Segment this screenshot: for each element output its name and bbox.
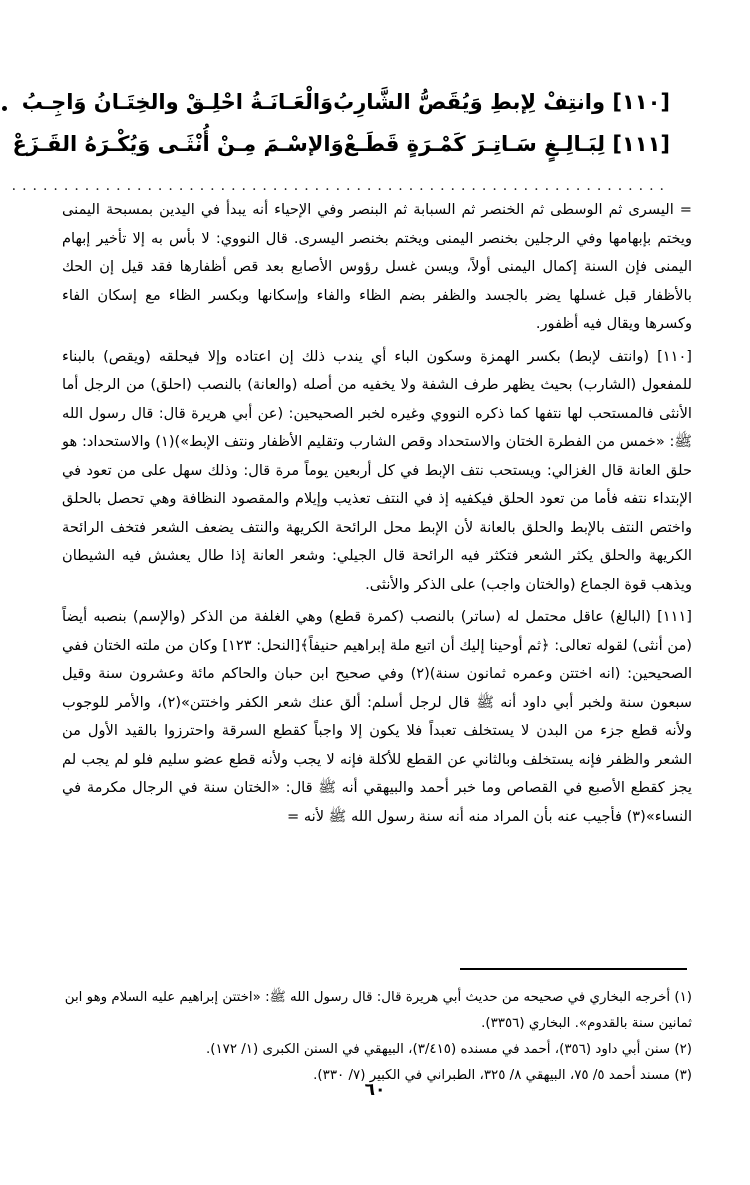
margin-dot <box>2 106 7 111</box>
footnote-rule <box>460 968 687 970</box>
verse-number: [١١٠] <box>612 90 670 114</box>
verse-first-hemistich <box>344 132 670 156</box>
dotted-separator: ............................................................... <box>11 178 670 194</box>
commentary-paragraph: [١١٠] (وانتف لإبط) بكسر الهمزة وسكون الباء أي يندب ذلك إن اعتاده وإلا فيحلقه (ويقص) بالبناء للمفعول (الشارب) بحيث يظهر طرف الشفة ولا يخفيه من أصله (والعانة) بالنصب (احلق) من الرجل أما الأنثى فالمستحب لها نتفها كما ذكره النووي وغيره لخبر الصحيحين: (عن أبي هريرة قال: قال رسول الله ﷺ: «خمس من الفطرة الختان والاستحداد وقص الشارب وتقليم الأظفار ونتف الإبط»)(١) والاستحداد: هو حلق العانة قال الغزالي: ويستحب نتف الإبط في كل أربعين يوماً مرة قال: وذلك سهل على من تعود في الإبتداء نتفه فأما من تعود الحلق فيكفيه إذ في النتف تعذيب وإيلام والمقصود النظافة وهي تحصل بالحلق واختص النتف بالإبط والحلق بالعانة لأن الإبط محل الرائحة الكريهة والنتف يضعف الشعر فتخف الرائحة الكريهة والحلق يكثر الشعر فتكثر فيه الرائحة قال الجيلي: وشعر العانة إذا طال يعشش فيه الشيطان ويذهب قوة الجماع (والختان واجب) على الذكر والأنثى. <box>62 347 692 593</box>
verse-first-text: وانتِفْ لِإبطِ وَيُقَصُّ الشَّارِبُ <box>333 90 606 114</box>
commentary-paragraph: = اليسرى ثم الوسطى ثم الخنصر ثم السبابة ثم البنصر وفي الإحياء أنه يبدأ في اليدين بمسبحة اليمنى ويختم بإبهامها وفي الرجلين بخنصر اليمنى ويختم بخنصر اليسرى. قال النووي: لا بأس به إلا تأخير إبهام اليمنى فإن السنة إكمال اليمنى أولاً، ويسن غسل رؤوس الأصابع بعد قص أظفارها فقد قيل إن الحك بالأظفار قبل غسلها يضر بالجسد والظفر بضم الظاء والفاء وإسكانها وبكسر الظاء مع إسكان الفاء وكسرها ويقال فيه أظفور. <box>62 201 692 332</box>
verse-block <box>12 90 670 174</box>
verse-number: [١١١] <box>612 132 670 156</box>
verse-line <box>21 90 670 132</box>
verse-line <box>12 132 670 174</box>
verse-first-hemistich <box>333 90 670 114</box>
commentary-paragraph: [١١١] (البالغ) عاقل محتمل له (ساتر) بالنصب (كمرة قطع) وهي الغلفة من الذكر (والإسم) بنصبه أيضاً (من أنثى) لقوله تعالى: ﴿ثم أوحينا إليك أن اتبع ملة إبراهيم حنيفاً﴾[النحل: ١٢٣] وكان من ملته الختان ففي الصحيحين: (انه اختتن وعمره ثمانون سنة)(٢) وفي صحيح ابن حبان والحاكم مائة وعشرون سنة وقيل سبعون سنة ولخبر أبي داود أنه ﷺ قال لرجل أسلم: ألق عنك شعر الكفر واختتن»(٢)، والأمر للوجوب ولأنه قطع جزء من البدن لا يستخلف تعبداً فلا يكون إلا واجباً كقطع السرقة واحترزوا بالقيد الأول من الشعر والظفر فإنه يستخلف وبالثاني عن القطع للأكلة فإنه لا يجب ولأنه قطع عضو سليم فلو لم يجب لم يجز كقطع الأصبع في القصاص وما خبر أحمد والبيهقي أنه ﷺ قال: «الختان سنة في الرجال مكرمة في النساء»(٣) فأجيب عنه بأن المراد منه أنه سنة رسول الله ﷺ لأنه = <box>62 608 692 825</box>
verse-second-hemistich: وَالإسْـمَ مِـنْ أُنْثَـى وَيُكْـرَهُ القَـزَعْ <box>12 132 344 156</box>
footnote: (٣) مسند أحمد ٥/ ٧٥، البيهقي ٨/ ٣٢٥، الطبراني في الكبير (٧/ ٣٣٠). <box>313 1068 692 1083</box>
footnotes <box>62 985 692 1089</box>
page-number: ٦٠ <box>364 1080 386 1100</box>
verse-second-hemistich: وَالْعَـانَـةُ احْلِـقْ والخِتَـانُ وَاجِـبُ <box>21 90 334 114</box>
footnote: (١) أخرجه البخاري في صحيحه من حديث أبي هريرة قال: قال رسول الله ﷺ: «اختتن إبراهيم عليه السلام وهو ابن ثمانين سنة بالقدوم». البخاري (٣٣٥٦). <box>64 990 692 1031</box>
footnote: (٢) سنن أبي داود (٣٥٦)، أحمد في مسنده (٣/٤١٥)، البيهقي في السنن الكبرى (١/ ١٧٢). <box>205 1042 692 1057</box>
commentary-body <box>62 196 692 835</box>
verse-first-text: لِبَـالِـغٍ سَـاتِـرَ كَمْـرَةٍ قَطَـعْ <box>343 132 606 156</box>
